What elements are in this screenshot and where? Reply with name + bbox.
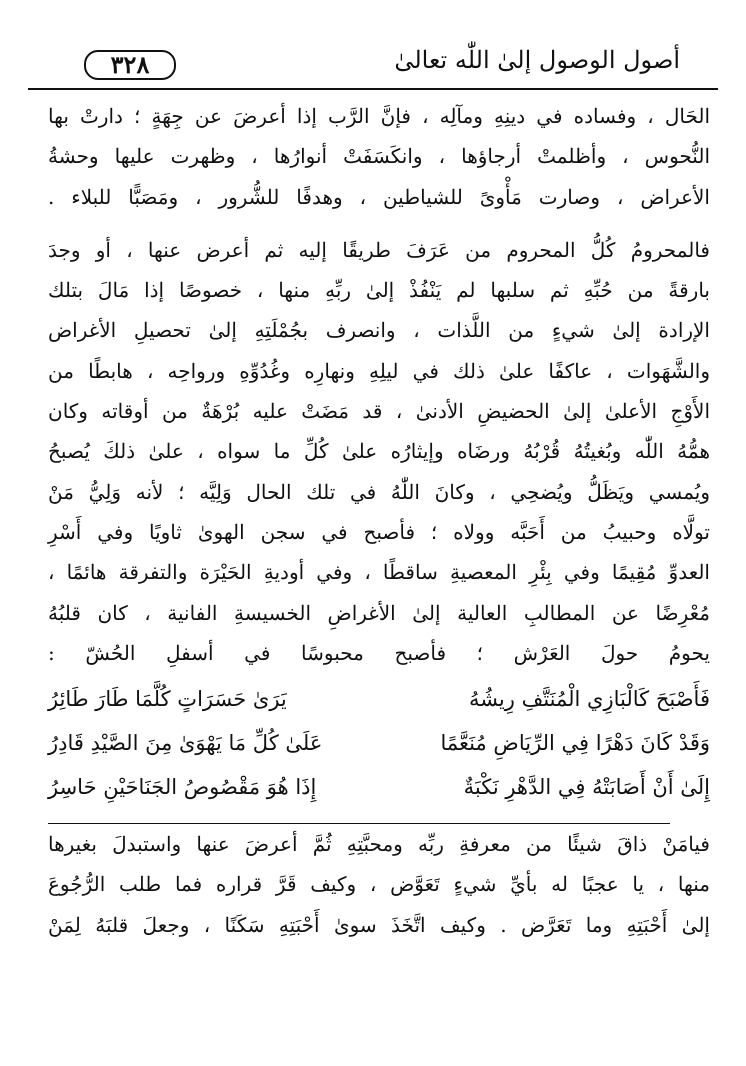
- text-line: الحَال ، وفساده في دينِهِ ومآلِه ، فإنَّ الرَّب إذا أعرضَ عن جِهَةٍ ؛ دارتْ بها: [48, 104, 710, 128]
- text-line: الإرادة إلىٰ شيءٍ من اللَّذات ، وانصرف بجُمْلَتِهِ إلىٰ تحصيلِ الأغراض: [48, 318, 710, 343]
- text-line: الأَوْجِ الأعلىٰ إلىٰ الحضيضِ الأدنىٰ ، قد مَضَتْ عليه بُرْهَةٌ من أوقاته وكان: [48, 399, 710, 424]
- verse-first-hemistich: فَأَصْبَحَ كَالْبَازِي الْمُنَتَّفِ رِيشُهُ: [468, 687, 710, 712]
- verse-second-hemistich: عَلَىٰ كُلِّ مَا يَهْوَىٰ مِنَ الصَّيْدِ قَادِرُ: [48, 731, 323, 756]
- text-line: ويُمسي ويَظَلُّ ويُضحِي ، وكانَ اللّٰهُ في تلك الحال وَلِيَّه ؛ لأنه وَلِيُّ مَنْ: [48, 479, 710, 504]
- text-line: تولَّاه وحبيبُ من أَحَبَّه وولاه ؛ فأصبح في سجن الهوىٰ ثاويًا وفي أَسْرِ: [48, 519, 710, 544]
- page-header: [28, 38, 718, 88]
- text-line: والشَّهَوات ، عاكفًا علىٰ ذلك في ليلِهِ ونهارِه وغُدُوِّهِ ورواحِه ، هابطًا من: [48, 358, 710, 383]
- text-line: مُعْرِضًا عن المطالبِ العالية إلىٰ الأغراضِ الخسيسةِ الفانية ، كان قلبُهُ: [48, 600, 710, 625]
- page-number: ٣٢٨: [84, 50, 176, 80]
- text-line: النُّحوس ، وأظلمتْ أرجاؤها ، وانكَسَفَتْ أنوارُها ، وظهرت عليها وحشةُ: [48, 144, 710, 169]
- text-line: فيامَنْ ذاقَ شيئًا من معرفةِ ربِّه ومحبَّتِهِ ثُمَّ أعرضَ عنها واستبدلَ بغيرها: [48, 832, 710, 857]
- text-line: فالمحرومُ كُلُّ المحروم من عَرَفَ طريقًا إليه ثم أعرض عنها ، أو وجدَ: [48, 237, 710, 262]
- text-line: الأعراض ، وصارت مَأْوىً للشياطين ، وهدفًا للشُّرور ، ومَصَبًّا للبلاء .: [48, 184, 710, 209]
- verse-row: [48, 721, 710, 765]
- verse-second-hemistich: إِذَا هُوَ مَقْصُوصُ الجَنَاحَيْنِ حَاسِرُ: [48, 775, 317, 800]
- page-body: [48, 96, 710, 945]
- book-title: أصول الوصول إلىٰ اللّٰه تعالىٰ: [394, 46, 680, 74]
- verse-separator-rule: [48, 823, 670, 824]
- paragraph-2: [48, 230, 710, 673]
- paragraph-spacer: [48, 217, 710, 230]
- text-line: بارقةً من حُبِّهِ ثم سلبها لم يَنْفُذْ إلىٰ ربِّهِ منها ، خصوصًا إذا مَالَ بتلك: [48, 278, 710, 303]
- verse-row: [48, 677, 710, 721]
- verse-second-hemistich: يَرَىٰ حَسَرَاتٍ كُلَّمَا طَارَ طَائِرُ: [48, 687, 287, 712]
- header-divider: [28, 88, 718, 90]
- text-line: يحومُ حولَ العَرْش ؛ فأصبح محبوسًا في أسفلِ الحُشّ :: [48, 640, 710, 665]
- verse-first-hemistich: وَقَدْ كَانَ دَهْرًا فِي الرِّيَاضِ مُنَعَّمًا: [440, 731, 710, 756]
- verse-row: [48, 765, 710, 809]
- text-line: همُّهُ اللّٰه وبُغيتُهُ قُرْبُهُ ورضَاه وإيثارُه علىٰ كُلِّ ما سواه ، علىٰ ذلكَ يُصبحُ: [48, 439, 710, 464]
- poetry-block: [48, 677, 710, 824]
- text-line: العدوِّ مُقِيمًا وفي بِئْرِ المعصيةِ ساقطًا ، وفي أوديةِ الحَيْرَة والتفرقة هائمًا ،: [48, 560, 710, 585]
- text-line: منها ، يا عجبًا له بأيِّ شيءٍ تَعَوَّض ، وكيف قَرَّ قراره فما طلب الرُّجُوعَ: [48, 872, 710, 897]
- text-line: إلىٰ أَحْبَتِهِ وما تَعَرَّض . وكيف اتَّخَذَ سوىٰ أَحْبَتِهِ سَكَنًا ، وجعلَ قلبَهُ لِمَنْ: [48, 912, 710, 937]
- paragraph-1: [48, 96, 710, 217]
- closing-paragraph: [48, 824, 710, 945]
- verse-first-hemistich: إِلَىٰ أَنْ أَصَابَتْهُ فِي الدَّهْرِ نَكْبَةٌ: [463, 775, 710, 800]
